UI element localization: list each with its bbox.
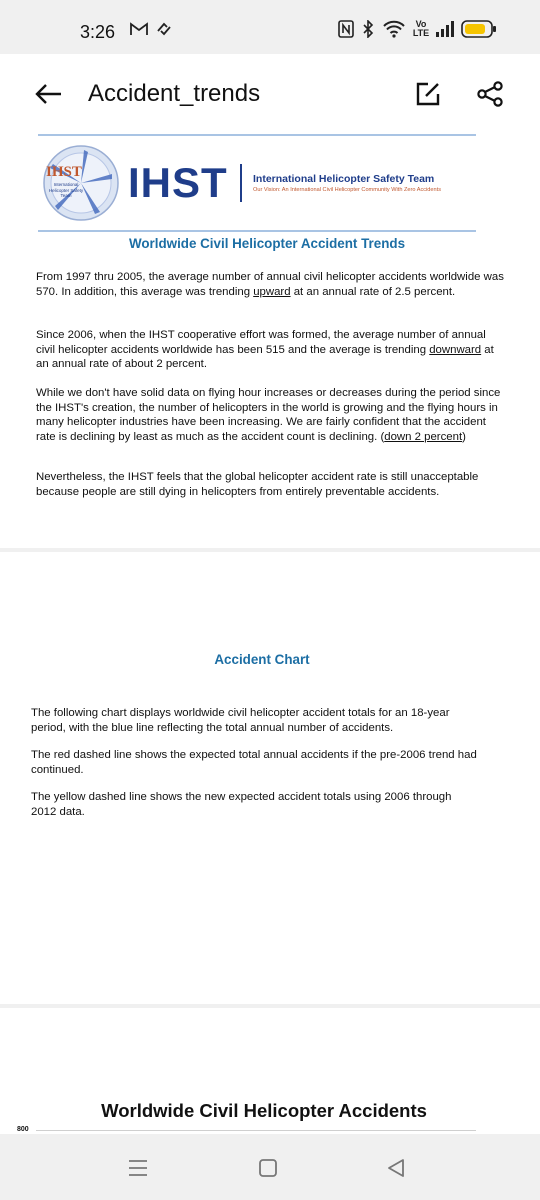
battery-icon	[460, 18, 498, 40]
paragraph: Nevertheless, the IHST feels that the global helicopter accident rate is still unacceptable because people are still dying in helicopters from entirely preventable accidents.	[36, 471, 479, 498]
status-bar	[0, 0, 540, 54]
paragraph: The following chart displays worldwide civil helicopter accident totals for an 18-year period, with the blue line reflecting the total annual number of accidents.	[31, 707, 450, 734]
y-axis-tick-label: 800	[17, 1126, 29, 1133]
paragraph: The yellow dashed line shows the new expected accident totals using 2006 through 2012 data.	[31, 791, 452, 818]
chart-title: Worldwide Civil Helicopter Accidents	[101, 1100, 427, 1121]
ihst-logo-banner	[38, 134, 476, 232]
ihst-vision: Our Vision: An International Civil Helicopter Community With Zero Accidents	[253, 187, 441, 193]
bluetooth-icon	[360, 18, 376, 40]
recents-icon[interactable]	[120, 1150, 156, 1186]
back-arrow-icon[interactable]	[30, 76, 66, 112]
pdf-page-3	[0, 1008, 540, 1134]
wifi-icon	[382, 18, 406, 40]
page-heading: Accident Chart	[214, 652, 310, 667]
share-icon[interactable]	[472, 76, 508, 112]
pdf-page-1	[0, 134, 540, 548]
paragraph: While we don't have solid data on flying hour increases or decreases during the period since the IHST's creation, the number of helicopters in the world is growing and the flying hours in many helicopter industries have been increasing. We are fairly confident that the accident rate is declining by least as much as the accident count is declining. (down 2 percent)	[36, 387, 501, 443]
paragraph: From 1997 thru 2005, the average number of annual civil helicopter accidents worldwide was 570. In addition, this average was trending upward at an annual rate of 2.5 percent.	[36, 271, 504, 298]
document-title: Accident_trends	[88, 80, 261, 107]
ihst-wordmark: IHST	[128, 159, 228, 206]
signal-icon	[434, 18, 456, 40]
nfc-icon	[336, 18, 356, 40]
volte-icon: Vo LTE	[412, 19, 430, 38]
app-bar	[0, 54, 540, 134]
paragraph: Since 2006, when the IHST cooperative effort was formed, the average number of annual civil helicopter accidents worldwide has been 515 and the average is trending downward at an annual rate of about 2 percent.	[36, 329, 494, 371]
page-heading: Worldwide Civil Helicopter Accident Trends	[128, 236, 406, 251]
paragraph: The red dashed line shows the expected total annual accidents if the pre-2006 trend had continued.	[31, 749, 477, 776]
pdf-page-2	[0, 552, 540, 1004]
status-time: 3:26	[80, 22, 116, 42]
ihst-seal-logo: IHST International Helicopter Safety Team	[42, 144, 120, 222]
back-icon[interactable]	[378, 1150, 414, 1186]
ihst-org-name: International Helicopter Safety Team	[253, 173, 435, 185]
logo-divider	[240, 164, 242, 202]
sync-icon	[154, 18, 174, 40]
home-icon[interactable]	[250, 1150, 286, 1186]
navigation-bar	[0, 1134, 540, 1200]
chart-gridline	[36, 1130, 476, 1131]
edit-icon[interactable]	[410, 76, 446, 112]
gmail-icon	[128, 18, 150, 40]
